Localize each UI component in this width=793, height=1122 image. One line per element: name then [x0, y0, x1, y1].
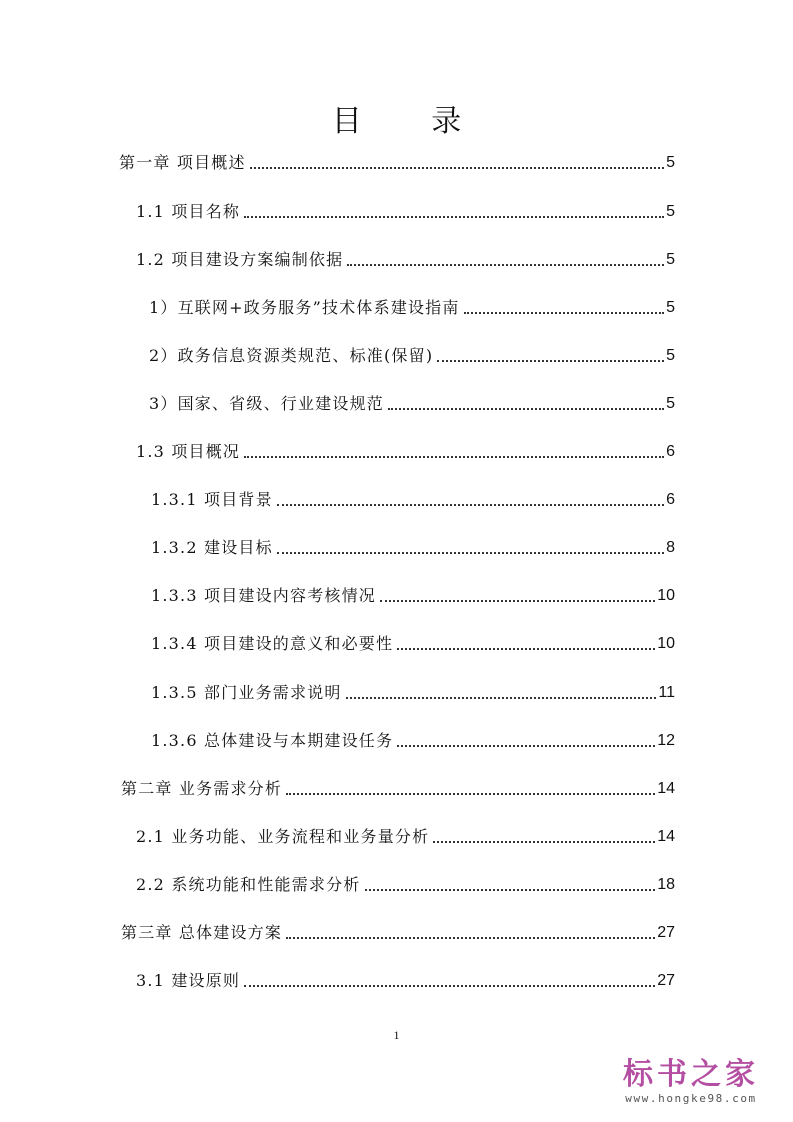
toc-entry[interactable] [136, 871, 675, 895]
toc-entry[interactable] [149, 294, 675, 318]
toc-entry-label: 1.3.2 建设目标 [151, 538, 273, 557]
toc-entry-page: 5 [666, 347, 675, 364]
toc-dot-leader [365, 889, 656, 891]
toc-entry-label: 第二章 业务需求分析 [121, 779, 283, 798]
toc-entry-label: 1.3.1 项目背景 [151, 490, 273, 509]
watermark-logo [611, 1058, 771, 1106]
toc-entry-page: 14 [657, 780, 675, 797]
toc-dot-leader [244, 985, 655, 987]
toc-entry[interactable] [151, 582, 675, 606]
toc-entry-page: 6 [666, 443, 675, 460]
toc-entry-page: 27 [657, 924, 675, 941]
toc-dot-leader [380, 600, 655, 602]
toc-entry-label: 3）国家、省级、行业建设规范 [149, 394, 384, 413]
page-number: 1 [393, 1028, 400, 1042]
toc-entry-label: 1.3.5 部门业务需求说明 [151, 683, 342, 702]
toc-entry-label: 1.1 项目名称 [136, 202, 241, 221]
toc-dot-leader [346, 697, 657, 699]
toc-entry[interactable] [151, 727, 675, 751]
toc-entry-label: 2）政务信息资源类规范、标准(保留) [149, 346, 434, 365]
toc-entry-label: 3.1 建设原则 [136, 971, 241, 990]
watermark-url: www.hongke98.com [625, 1092, 757, 1105]
toc-entry-label: 1.3 项目概况 [136, 442, 241, 461]
toc-entry-label: 1.3.3 项目建设内容考核情况 [151, 586, 376, 605]
toc-entry[interactable] [151, 486, 675, 510]
toc-entry-label: 1）互联网+政务服务”技术体系建设指南 [149, 298, 460, 317]
toc-entry-page: 6 [666, 491, 675, 508]
toc-entry-label: 1.3.4 项目建设的意义和必要性 [151, 634, 394, 653]
toc-entry-page: 5 [666, 154, 675, 171]
toc-entry-page: 27 [657, 972, 675, 989]
toc-dot-leader [388, 408, 664, 410]
toc-entry[interactable] [151, 630, 675, 654]
toc-entry-page: 12 [657, 732, 675, 749]
toc-dot-leader [433, 841, 655, 843]
toc-title: 目 录 [331, 104, 492, 139]
watermark-name: 标书之家 [623, 1057, 759, 1092]
toc-entry[interactable] [149, 390, 675, 414]
toc-entry-label: 1.2 项目建设方案编制依据 [136, 250, 344, 269]
toc-entry[interactable] [136, 438, 675, 462]
toc-dot-leader [397, 648, 655, 650]
toc-entry-label: 2.1 业务功能、业务流程和业务量分析 [136, 827, 430, 846]
toc-entry-page: 5 [666, 251, 675, 268]
toc-entry[interactable] [119, 149, 675, 173]
toc-entry-page: 8 [666, 539, 675, 556]
toc-entry-page: 5 [666, 299, 675, 316]
toc-entry-page: 14 [657, 828, 675, 845]
toc-dot-leader [277, 504, 664, 506]
toc-entry[interactable] [136, 246, 675, 270]
toc-dot-leader [286, 937, 655, 939]
toc-entry-page: 18 [657, 876, 675, 893]
toc-entry-label: 第一章 项目概述 [119, 153, 246, 172]
toc-entry[interactable] [149, 342, 675, 366]
toc-dot-leader [397, 745, 655, 747]
toc-entry[interactable] [151, 534, 675, 558]
toc-entry[interactable] [121, 919, 675, 943]
toc-entry-label: 2.2 系统功能和性能需求分析 [136, 875, 361, 894]
toc-entry[interactable] [136, 198, 675, 222]
toc-entry-label: 1.3.6 总体建设与本期建设任务 [151, 731, 394, 750]
toc-dot-leader [347, 264, 664, 266]
toc-entry-page: 10 [657, 635, 675, 652]
toc-dot-leader [277, 552, 664, 554]
toc-dot-leader [437, 360, 664, 362]
toc-entry-page: 5 [666, 203, 675, 220]
toc-entry-page: 10 [657, 587, 675, 604]
toc-dot-leader [464, 312, 665, 314]
toc-entry[interactable] [121, 775, 675, 799]
toc-entry[interactable] [136, 967, 675, 991]
toc-dot-leader [244, 216, 664, 218]
toc-entry[interactable] [136, 823, 675, 847]
toc-dot-leader [286, 793, 655, 795]
toc-entry[interactable] [151, 679, 675, 703]
toc-entry-page: 11 [658, 684, 675, 701]
toc-entry-page: 5 [666, 395, 675, 412]
toc-dot-leader [250, 167, 664, 169]
toc-entry-label: 第三章 总体建设方案 [121, 923, 283, 942]
toc-dot-leader [244, 456, 664, 458]
